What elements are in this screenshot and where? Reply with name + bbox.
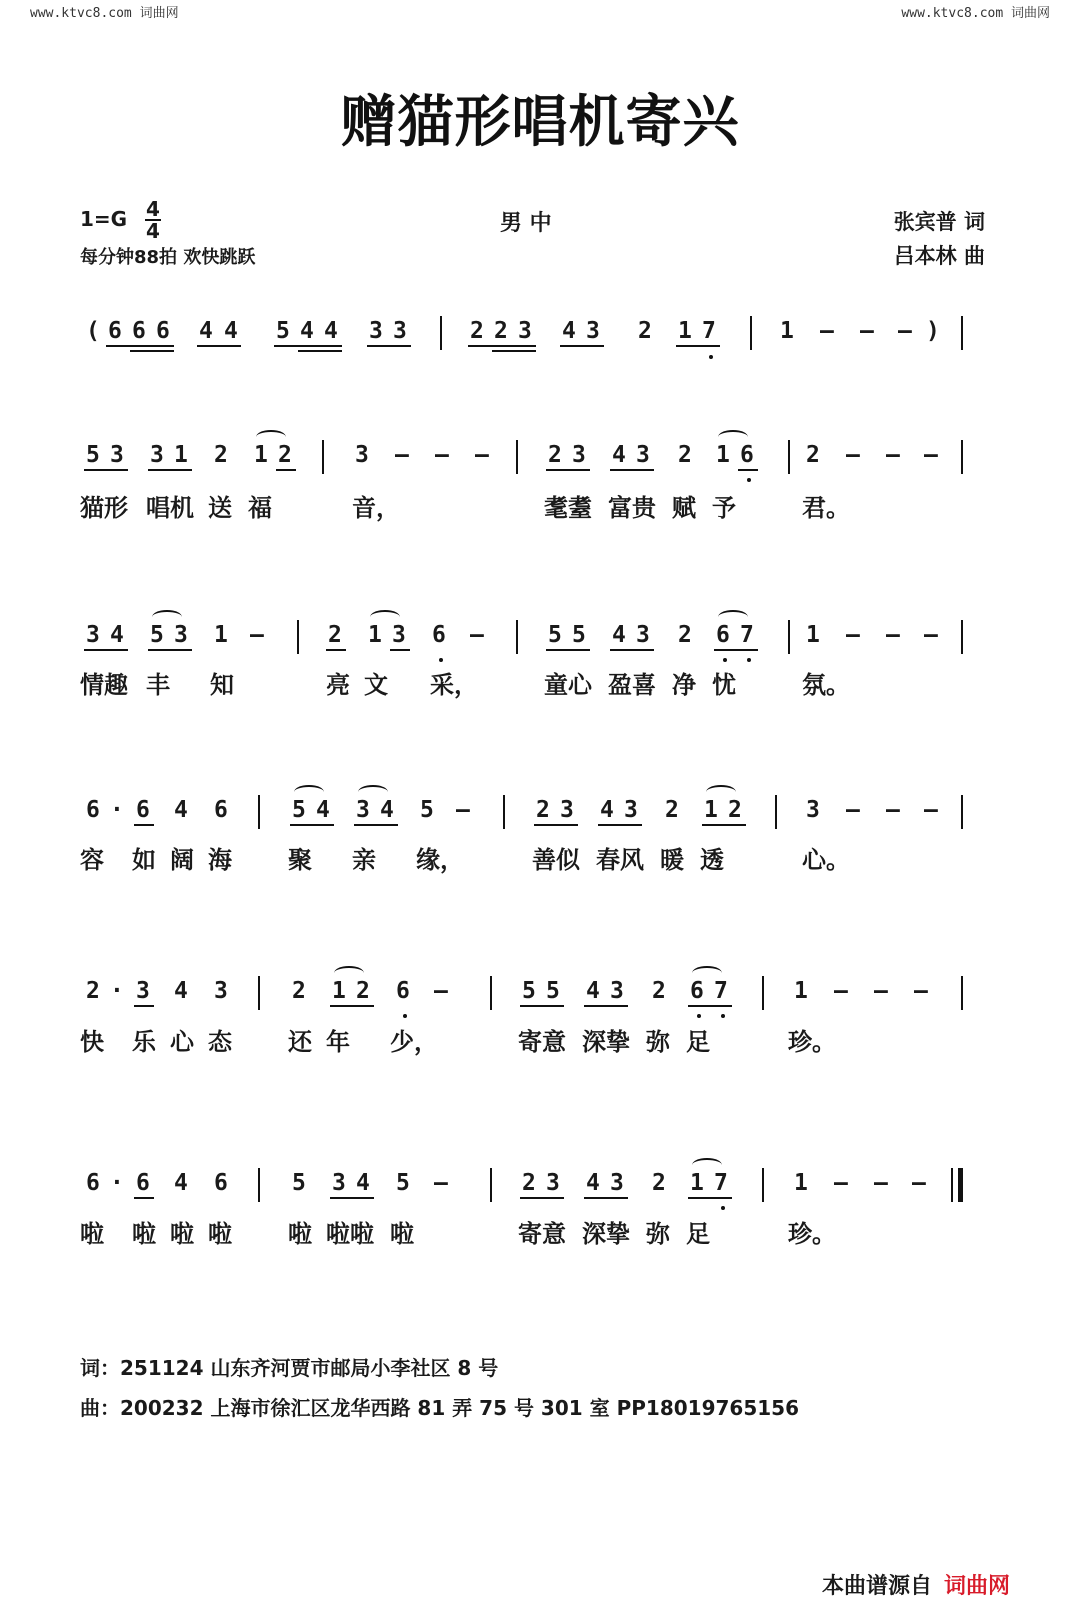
score-dash: – (475, 442, 489, 468)
score-note: 6 (716, 622, 730, 648)
score-note: 4 (600, 797, 614, 823)
score-note: 3 (332, 1170, 346, 1196)
score-note: 3 (110, 442, 124, 468)
score-dash: – (914, 978, 928, 1004)
lyric-syllable: 珍。 (788, 1028, 836, 1056)
score-dash: – (886, 797, 900, 823)
score-note: 2 (278, 442, 292, 468)
score-note: 5 (572, 622, 586, 648)
beam-underline (610, 469, 654, 471)
lyric-syllable: 唱机 (146, 494, 194, 522)
score-note: 5 (522, 978, 536, 1004)
lyric-syllable: 亲 (352, 846, 376, 874)
lyric-syllable: 情趣 (80, 671, 128, 699)
score-dash: – (434, 978, 448, 1004)
score-note: 3 (546, 1170, 560, 1196)
score-note: 6 (396, 978, 410, 1004)
lyric-syllable: 乐 (132, 1028, 156, 1056)
barline (322, 440, 324, 474)
beam-underline (520, 1005, 564, 1007)
score-note: 3 (355, 442, 369, 468)
voice-part: 男 中 (500, 211, 552, 236)
score-note: 4 (224, 318, 238, 344)
lyric-syllable: 透 (700, 846, 724, 874)
octave-dot-low (439, 658, 443, 662)
lyric-syllable: 送 (208, 494, 232, 522)
lyric-syllable: 弥 (646, 1220, 670, 1248)
score-note: 3 (636, 622, 650, 648)
lyric-syllable: 暖 (660, 846, 684, 874)
lyric-syllable: 善似 (532, 846, 580, 874)
score-note: 6 (136, 1170, 150, 1196)
score-dash: – (886, 622, 900, 648)
beam-underline (148, 469, 192, 471)
beam-underline (84, 649, 128, 651)
lyric-syllable: 容 (80, 846, 104, 874)
score-note: 3 (392, 622, 406, 648)
lyricist-credit: 张宾普 词 (893, 210, 985, 234)
score-dash: – (886, 442, 900, 468)
beam-underline (560, 345, 604, 347)
lyric-syllable: 少， (390, 1028, 438, 1056)
slur-tie (718, 610, 748, 624)
score-note: 2 (806, 442, 820, 468)
barline (750, 316, 752, 350)
score-dash: – (820, 318, 834, 344)
barline (490, 976, 492, 1010)
slur-tie (294, 785, 324, 799)
score-note: 1 (678, 318, 692, 344)
score-note: 6 (132, 318, 146, 344)
time-signature-top: 4 (146, 197, 160, 221)
score-note: 3 (356, 797, 370, 823)
barline (258, 1168, 260, 1202)
score-note: 3 (636, 442, 650, 468)
score-note: 2 (356, 978, 370, 1004)
score-note: 4 (380, 797, 394, 823)
score-dash: – (860, 318, 874, 344)
beam-underline (354, 824, 398, 826)
score-note: 3 (560, 797, 574, 823)
score-note: 3 (518, 318, 532, 344)
final-barline-thin (951, 1168, 953, 1202)
score-note: 5 (396, 1170, 410, 1196)
score-dash: – (912, 1170, 926, 1196)
score-note: 2 (86, 978, 100, 1004)
slur-tie (256, 430, 286, 444)
score-note: 6 (86, 1170, 100, 1196)
score-note: 6 (740, 442, 754, 468)
beam-underline (276, 469, 296, 471)
score-note: 2 (536, 797, 550, 823)
slur-tie (692, 1158, 722, 1172)
lyric-syllable: 知 (210, 671, 234, 699)
barline (258, 976, 260, 1010)
beam-underline (390, 649, 410, 651)
score-dash: – (874, 978, 888, 1004)
barline (762, 1168, 764, 1202)
lyric-syllable: 啦 (288, 1220, 312, 1248)
score-note: 6 (690, 978, 704, 1004)
score-dot: · (110, 797, 124, 823)
lyric-syllable: 忧 (712, 671, 736, 699)
score-note: 1 (368, 622, 382, 648)
lyric-syllable: 啦 (170, 1220, 194, 1248)
lyric-syllable: 还 (288, 1028, 312, 1056)
octave-dot-low (403, 1014, 407, 1018)
final-barline-thick (958, 1168, 963, 1202)
beam-underline (688, 1005, 732, 1007)
score-note: 7 (702, 318, 716, 344)
lyric-syllable: 盈喜 (608, 671, 656, 699)
lyric-syllable: 啦 (80, 1220, 104, 1248)
watermark-left: www.ktvc8.com 词曲网 (30, 6, 179, 21)
lyric-syllable: 亮 (326, 671, 350, 699)
lyric-syllable: 深挚 (582, 1028, 630, 1056)
score-dash: – (395, 442, 409, 468)
beam-underline (738, 469, 758, 471)
score-dash: – (834, 978, 848, 1004)
lyric-syllable: 聚 (288, 846, 312, 874)
beam-underline (130, 350, 174, 352)
slur-tie (718, 430, 748, 444)
score-note: 1 (174, 442, 188, 468)
score-note: 1 (214, 622, 228, 648)
score-note: 4 (562, 318, 576, 344)
key-signature: 1=G (80, 207, 128, 231)
slur-tie (358, 785, 388, 799)
score-note: 3 (393, 318, 407, 344)
barline (961, 316, 963, 350)
lyric-syllable: 如 (132, 846, 156, 874)
octave-dot-low (747, 478, 751, 482)
score-note: 2 (328, 622, 342, 648)
barline (788, 440, 790, 474)
score-note: 6 (214, 1170, 228, 1196)
beam-underline (134, 1005, 154, 1007)
score-note: 2 (728, 797, 742, 823)
score-note: 4 (174, 1170, 188, 1196)
beam-underline (598, 824, 642, 826)
score-note: 2 (652, 978, 666, 1004)
beam-underline (367, 345, 411, 347)
beam-underline (714, 649, 758, 651)
score-dash: – (250, 622, 264, 648)
beam-underline (468, 345, 536, 347)
score-dash: – (924, 622, 938, 648)
source-label: 本曲谱源自 (821, 1574, 932, 1599)
song-title: 赠猫形唱机寄兴 (340, 90, 740, 155)
score-note: 7 (714, 1170, 728, 1196)
score-note: 3 (572, 442, 586, 468)
time-signature (145, 199, 161, 241)
barline (258, 795, 260, 829)
beam-underline (134, 824, 154, 826)
score-note: 4 (586, 1170, 600, 1196)
score-note: 1 (806, 622, 820, 648)
lyric-syllable: 春风 (596, 846, 644, 874)
lyric-syllable: 啦 (132, 1220, 156, 1248)
score-note: 2 (522, 1170, 536, 1196)
lyric-syllable: 心 (170, 1028, 194, 1056)
score-note: 1 (780, 318, 794, 344)
score-note: 2 (548, 442, 562, 468)
score-note: 3 (214, 978, 228, 1004)
score-note: 3 (624, 797, 638, 823)
beam-underline (84, 469, 128, 471)
octave-dot-low (747, 658, 751, 662)
beam-underline (676, 345, 720, 347)
score-note: 5 (420, 797, 434, 823)
score-note: 2 (678, 442, 692, 468)
beam-underline (584, 1005, 628, 1007)
score-note: 4 (316, 797, 330, 823)
lyric-syllable: 啦 (208, 1220, 232, 1248)
score-note: 4 (586, 978, 600, 1004)
lyricist-address: 词：251124 山东齐河贾市邮局小李社区 8 号 (80, 1356, 499, 1380)
beam-underline (298, 350, 342, 352)
lyric-syllable: 童心 (544, 671, 592, 699)
score-note: 7 (714, 978, 728, 1004)
score-note: ) (926, 318, 940, 344)
beam-underline (492, 350, 536, 352)
lyric-syllable: 音， (352, 494, 400, 522)
score-note: 2 (665, 797, 679, 823)
beam-underline (610, 649, 654, 651)
beam-underline (520, 1197, 564, 1199)
score-note: 6 (86, 797, 100, 823)
lyric-syllable: 赋 (672, 494, 696, 522)
score-note: 3 (174, 622, 188, 648)
score-note: 5 (86, 442, 100, 468)
score-note: 4 (199, 318, 213, 344)
beam-underline (702, 824, 746, 826)
lyric-syllable: 年 (326, 1028, 350, 1056)
score-dash: – (846, 622, 860, 648)
barline (490, 1168, 492, 1202)
octave-dot-low (709, 355, 713, 359)
lyric-syllable: 采， (430, 671, 478, 699)
beam-underline (330, 1005, 374, 1007)
score-note: 3 (86, 622, 100, 648)
score-dash: – (874, 1170, 888, 1196)
score-note: ( (86, 318, 100, 344)
score-note: 6 (432, 622, 446, 648)
barline (516, 620, 518, 654)
score-note: 4 (612, 442, 626, 468)
source-credit (822, 1569, 1010, 1600)
score-note: 6 (108, 318, 122, 344)
slur-tie (692, 966, 722, 980)
beam-underline (148, 649, 192, 651)
beam-underline (106, 345, 174, 347)
score-note: 4 (174, 797, 188, 823)
lyric-syllable: 猫形 (80, 494, 128, 522)
beam-underline (290, 824, 334, 826)
lyric-syllable: 君。 (802, 494, 850, 522)
barline (961, 440, 963, 474)
score-dash: – (846, 797, 860, 823)
lyric-syllable: 海 (208, 846, 232, 874)
score-note: 2 (678, 622, 692, 648)
watermark-right: www.ktvc8.com 词曲网 (901, 6, 1050, 21)
octave-dot-low (697, 1014, 701, 1018)
lyric-syllable: 富贵 (608, 494, 656, 522)
score-note: 6 (214, 797, 228, 823)
lyric-syllable: 寄意 (518, 1028, 566, 1056)
lyric-syllable: 啦 (390, 1220, 414, 1248)
beam-underline (274, 345, 342, 347)
source-brand-link[interactable]: 词曲网 (943, 1574, 1010, 1599)
beam-underline (584, 1197, 628, 1199)
score-note: 4 (324, 318, 338, 344)
score-dash: – (924, 442, 938, 468)
barline (516, 440, 518, 474)
score-note: 3 (369, 318, 383, 344)
octave-dot-low (721, 1206, 725, 1210)
lyric-syllable: 弥 (646, 1028, 670, 1056)
barline (961, 620, 963, 654)
slur-tie (334, 966, 364, 980)
lyric-syllable: 心。 (802, 846, 850, 874)
tempo-marking: 每分钟88拍 欢快跳跃 (80, 247, 256, 268)
score-note: 1 (794, 1170, 808, 1196)
time-signature-bottom: 4 (146, 219, 160, 243)
score-note: 1 (332, 978, 346, 1004)
lyric-syllable: 丰 (146, 671, 170, 699)
lyric-syllable: 文 (364, 671, 388, 699)
score-note: 4 (356, 1170, 370, 1196)
score-note: 2 (494, 318, 508, 344)
score-dash: – (456, 797, 470, 823)
beam-underline (326, 649, 346, 651)
score-note: 2 (470, 318, 484, 344)
lyric-syllable: 珍。 (788, 1220, 836, 1248)
score-note: 5 (548, 622, 562, 648)
barline (788, 620, 790, 654)
beam-underline (197, 345, 241, 347)
lyric-syllable: 缘， (416, 846, 464, 874)
score-note: 6 (156, 318, 170, 344)
score-note: 1 (690, 1170, 704, 1196)
beam-underline (546, 649, 590, 651)
lyric-syllable: 福 (248, 494, 272, 522)
score-note: 5 (546, 978, 560, 1004)
lyric-syllable: 态 (208, 1028, 232, 1056)
score-note: 7 (740, 622, 754, 648)
octave-dot-low (723, 658, 727, 662)
lyric-syllable: 净 (672, 671, 696, 699)
beam-underline (330, 1197, 374, 1199)
lyric-syllable: 氛。 (802, 671, 850, 699)
barline (503, 795, 505, 829)
lyric-syllable: 足 (686, 1028, 710, 1056)
score-note: 2 (638, 318, 652, 344)
lyric-syllable: 深挚 (582, 1220, 630, 1248)
score-note: 4 (110, 622, 124, 648)
lyric-syllable: 快 (80, 1028, 104, 1056)
barline (762, 976, 764, 1010)
score-dash: – (470, 622, 484, 648)
score-note: 2 (292, 978, 306, 1004)
score-dash: – (924, 797, 938, 823)
lyric-syllable: 啦啦 (326, 1220, 374, 1248)
slur-tie (706, 785, 736, 799)
barline (297, 620, 299, 654)
score-dot: · (110, 978, 124, 1004)
lyric-syllable: 寄意 (518, 1220, 566, 1248)
score-note: 1 (794, 978, 808, 1004)
score-note: 2 (214, 442, 228, 468)
score-note: 4 (174, 978, 188, 1004)
score-note: 2 (652, 1170, 666, 1196)
score-note: 1 (716, 442, 730, 468)
score-dash: – (846, 442, 860, 468)
lyric-syllable: 阔 (170, 846, 194, 874)
lyric-syllable: 足 (686, 1220, 710, 1248)
composer-credit: 吕本林 曲 (893, 244, 985, 268)
barline (440, 316, 442, 350)
score-note: 4 (300, 318, 314, 344)
score-dash: – (898, 318, 912, 344)
barline (961, 795, 963, 829)
score-note: 5 (292, 797, 306, 823)
slur-tie (370, 610, 400, 624)
score-note: 6 (136, 797, 150, 823)
score-note: 5 (292, 1170, 306, 1196)
score-note: 1 (704, 797, 718, 823)
score-dash: – (834, 1170, 848, 1196)
score-dash: – (435, 442, 449, 468)
score-note: 3 (586, 318, 600, 344)
score-note: 5 (150, 622, 164, 648)
beam-underline (688, 1197, 732, 1199)
lyric-syllable: 耄耋 (544, 494, 592, 522)
score-note: 3 (610, 978, 624, 1004)
score-dash: – (434, 1170, 448, 1196)
score-note: 3 (150, 442, 164, 468)
score-note: 3 (806, 797, 820, 823)
lyric-syllable: 予 (712, 494, 736, 522)
score-note: 5 (276, 318, 290, 344)
score-note: 4 (612, 622, 626, 648)
beam-underline (134, 1197, 154, 1199)
octave-dot-low (721, 1014, 725, 1018)
score-dot: · (110, 1170, 124, 1196)
beam-underline (546, 469, 590, 471)
beam-underline (534, 824, 578, 826)
barline (775, 795, 777, 829)
score-note: 3 (610, 1170, 624, 1196)
composer-address: 曲：200232 上海市徐汇区龙华西路 81 弄 75 号 301 室 PP18019765156 (80, 1396, 800, 1420)
barline (961, 976, 963, 1010)
slur-tie (152, 610, 182, 624)
score-note: 3 (136, 978, 150, 1004)
score-note: 1 (254, 442, 268, 468)
